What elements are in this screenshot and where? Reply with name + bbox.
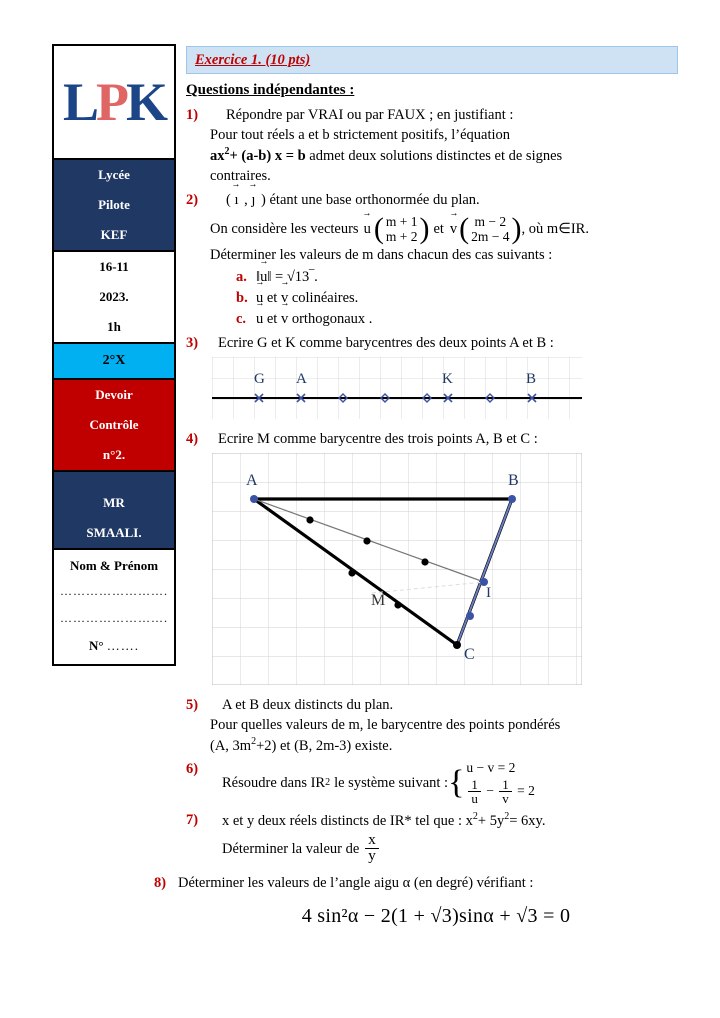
u-bottom: m + 2 — [385, 229, 418, 245]
teacher-title-text: MR — [103, 495, 125, 510]
q6-frac2-num: 1 — [499, 778, 512, 793]
q2b-text: u → et v → colinéaires. — [256, 288, 358, 308]
figure-1-label-B: B — [526, 370, 537, 387]
exam-date: 16-11 — [54, 250, 174, 282]
question-2a — [236, 267, 686, 287]
controle-label: Contrôle — [54, 410, 174, 440]
figure-1-label-K: K — [442, 370, 453, 387]
question-8-text: Déterminer les valeurs de l’angle aigu α (en degré) vérifiant : — [178, 875, 534, 892]
q7-sup-1: 2 — [472, 810, 478, 822]
numero-label: N° — [88, 638, 104, 653]
questions-subtitle: Questions indépendantes : — [186, 82, 355, 98]
question-5-line-1: A et B deux distincts du plan. — [222, 696, 394, 713]
figure-1-svg — [212, 357, 582, 419]
question-7-number: 7) — [186, 811, 199, 828]
question-2-line-3: Déterminer les valeurs de m dans chacun des cas suivants : — [210, 246, 553, 263]
teacher-name: SMAALI. — [54, 518, 174, 548]
question-1 — [186, 105, 686, 186]
figure-2-label-B: B — [508, 471, 519, 489]
q7-fraction — [365, 833, 379, 866]
nom-prenom-label: Nom & Prénom — [69, 558, 159, 573]
question-1-line-4: contraires. — [210, 167, 271, 184]
question-3-text: Ecrire G et K comme barycentres des deux points A et B : — [218, 334, 554, 351]
exam-year: 2023. — [54, 282, 174, 312]
question-3 — [186, 333, 686, 353]
question-2-sublist — [236, 267, 686, 329]
vector-v-symbol: v → — [450, 219, 457, 239]
q1-eq-rest: admet deux solutions distinctes et de signes — [309, 147, 563, 164]
q5-sup: 2 — [251, 735, 257, 747]
q6-sup: 2 — [325, 776, 331, 788]
vector-u-components: ( m + 1 m + 2 ) — [373, 212, 430, 246]
question-1-line-3 — [210, 145, 686, 166]
q7-sup-2: 2 — [504, 810, 510, 822]
prenom-field[interactable]: ……………………. — [60, 611, 168, 625]
q2-text-b: , où m∈IR. — [521, 221, 589, 238]
exercise-title: Exercice 1. (10 pts) — [186, 46, 678, 74]
navy-spacer — [54, 470, 174, 488]
q2-text-a: On considère les vecteurs — [210, 221, 359, 238]
question-2 — [186, 190, 686, 329]
question-2-line-1: ( ı → , ȷ → ) étant une base orthonormée du plan. — [210, 190, 686, 210]
exercise-content — [154, 46, 686, 931]
school-line-2: Pilote — [54, 190, 174, 220]
q5-post: +2) et (B, 2m-3) existe. — [256, 737, 393, 754]
figure-2-label-I: I — [486, 584, 491, 601]
vector-u-symbol: u → — [364, 219, 371, 239]
exam-duration: 1h — [54, 312, 174, 342]
school-line-1: Lycée — [54, 160, 174, 190]
nom-field[interactable]: ……………………. — [60, 584, 168, 598]
question-6-number: 6) — [186, 761, 199, 778]
student-info-box — [54, 548, 174, 664]
question-4-number: 4) — [186, 430, 199, 447]
q6-eq-1: u − v = 2 — [466, 760, 516, 776]
q6-post: le système suivant : — [334, 774, 449, 791]
figure-2-label-C: C — [464, 645, 475, 663]
figure-1-label-G: G — [254, 370, 265, 387]
question-1-line-2: Pour tout réels a et b strictement positifs, l’équation — [210, 126, 511, 143]
school-logo — [54, 46, 174, 160]
q7-frac-den: y — [368, 848, 376, 865]
q1-eq-pre: ax — [210, 147, 225, 164]
q6-frac1-num: 1 — [468, 778, 481, 793]
q2b-letter: b. — [236, 289, 248, 306]
question-5-line-3 — [210, 735, 686, 756]
logo-letter-k: K — [126, 72, 166, 132]
logo-letter-p: P — [96, 72, 126, 132]
question-2b — [236, 288, 686, 308]
question-2-line-2 — [210, 214, 686, 245]
question-8-equation: 4 sin²α − 2(1 + √3)sinα + √3 = 0 — [301, 905, 571, 928]
q1-eq-sup: 2 — [224, 145, 230, 157]
figure-2-svg — [212, 453, 582, 685]
question-5-line-2: Pour quelles valeurs de m, le barycentre des points pondérés — [210, 716, 561, 733]
q2a-letter: a. — [236, 268, 247, 285]
question-7 — [186, 810, 686, 865]
question-7-line-2 — [210, 833, 686, 866]
question-4-text: Ecrire M comme barycentre des trois points A, B et C : — [218, 430, 538, 447]
devoir-number: n°2. — [54, 440, 174, 470]
logo-letter-l: L — [62, 72, 96, 132]
question-8 — [154, 873, 686, 893]
numero-field[interactable] — [58, 638, 170, 654]
numero-dots: ……. — [106, 638, 140, 653]
q7-frac-num: x — [365, 833, 379, 850]
q6-minus: − — [486, 782, 494, 798]
question-3-number: 3) — [186, 334, 199, 351]
figure-2-label-M: M — [371, 591, 386, 609]
question-5 — [186, 695, 686, 756]
question-1-number: 1) — [186, 106, 199, 123]
figure-2-label-A: A — [246, 471, 258, 489]
q7-pre: x et y deux réels distincts de IR* tel que : x — [222, 812, 473, 829]
vector-v-components: ( m − 2 2m − 4 ) — [459, 212, 522, 246]
q5-pre: (A, 3m — [210, 737, 252, 754]
q6-frac1-den: u — [471, 791, 478, 807]
school-line-3: KEF — [54, 220, 174, 250]
q1-eq-post: + (a-b) x = b — [229, 147, 306, 164]
teacher-title — [54, 488, 174, 518]
sidebar — [52, 44, 176, 666]
question-8-number: 8) — [154, 875, 167, 892]
u-top: m + 1 — [385, 213, 418, 229]
q7-mid: + 5y — [477, 812, 505, 829]
v-bottom: 2m − 4 — [471, 229, 510, 245]
question-7-line-1 — [210, 810, 686, 831]
q7-line2-pre: Déterminer la valeur de — [222, 840, 360, 857]
q2c-letter: c. — [236, 310, 247, 327]
class-label: 2°X — [54, 342, 174, 378]
question-2-number: 2) — [186, 191, 199, 208]
figure-axis-points — [212, 357, 686, 425]
question-2c — [236, 309, 686, 329]
v-top: m − 2 — [474, 213, 507, 229]
figure-triangle — [212, 453, 686, 691]
q7-post: = 6xy. — [509, 812, 546, 829]
q6-pre: Résoudre dans IR — [222, 774, 326, 791]
q6-system: { u − v = 2 $\frac{1}{u}$ − $\frac{1}{v}$ = 2 — [448, 760, 535, 807]
q6-eq-right: = 2 — [517, 782, 535, 798]
figure-1-label-A: A — [296, 370, 307, 387]
q2-et: et — [433, 221, 444, 238]
question-1-line-1: Répondre par VRAI ou par FAUX ; en justifiant : — [226, 106, 514, 123]
q2a-text: ‖u →‖ = √13‾. — [256, 267, 318, 287]
devoir-label: Devoir — [54, 378, 174, 410]
question-5-number: 5) — [186, 696, 199, 713]
question-4 — [186, 429, 686, 449]
question-6 — [186, 759, 686, 806]
q6-eq-2 — [466, 778, 535, 806]
q6-frac2-den: v — [502, 791, 509, 807]
q2c-text: u → et v → orthogonaux . — [256, 309, 372, 329]
